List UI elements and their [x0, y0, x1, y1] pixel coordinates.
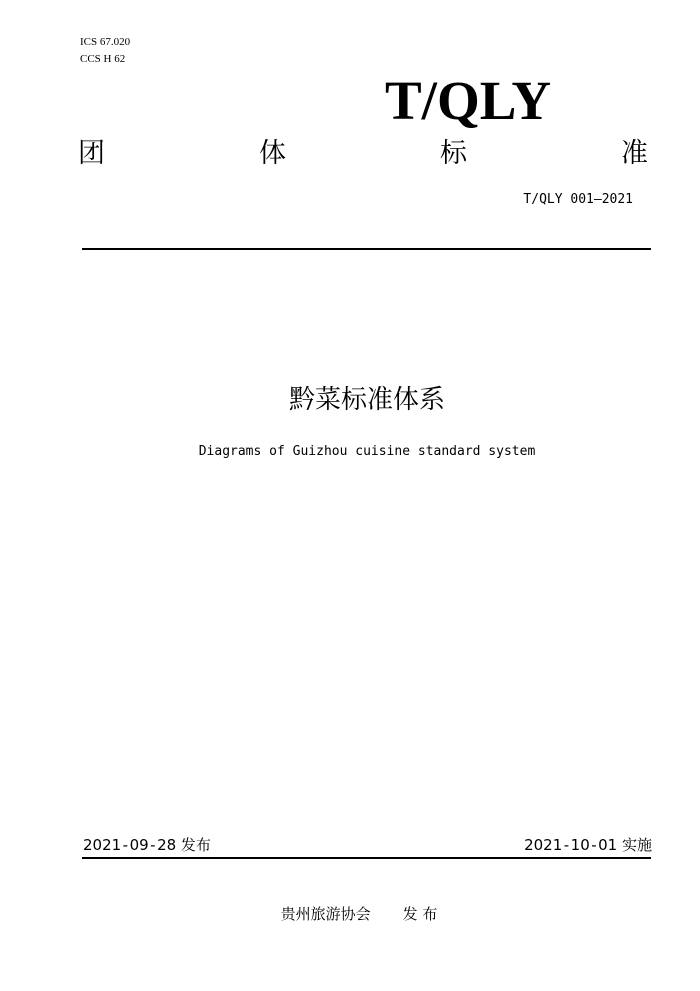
top-divider [82, 248, 651, 250]
standard-type-char: 标 [440, 138, 467, 169]
issue-date: 2021 - 09 - 28 发布 [83, 836, 211, 854]
classification-codes [80, 34, 130, 68]
document-title-english: Diagrams of Guizhou cuisine standard system [198, 444, 536, 459]
standard-type-heading [78, 134, 648, 174]
document-title-chinese: 黔菜标准体系 [288, 385, 445, 415]
standard-logo: T/QLY [385, 70, 552, 131]
standard-type-char: 团 [78, 138, 105, 169]
publisher-name: 贵州旅游协会 [280, 905, 371, 923]
standard-number: T/QLY 001—2021 [523, 192, 633, 207]
ics-code: ICS 67.020 [80, 36, 131, 48]
standard-type-char: 准 [621, 138, 648, 169]
publisher-line [0, 903, 700, 925]
ccs-code: CCS H 62 [80, 53, 126, 65]
implementation-date: 2021 - 10 - 01 实施 [524, 836, 652, 854]
standard-type-char: 体 [259, 138, 286, 169]
publish-action: 发 布 [402, 905, 438, 923]
bottom-divider [82, 857, 651, 859]
